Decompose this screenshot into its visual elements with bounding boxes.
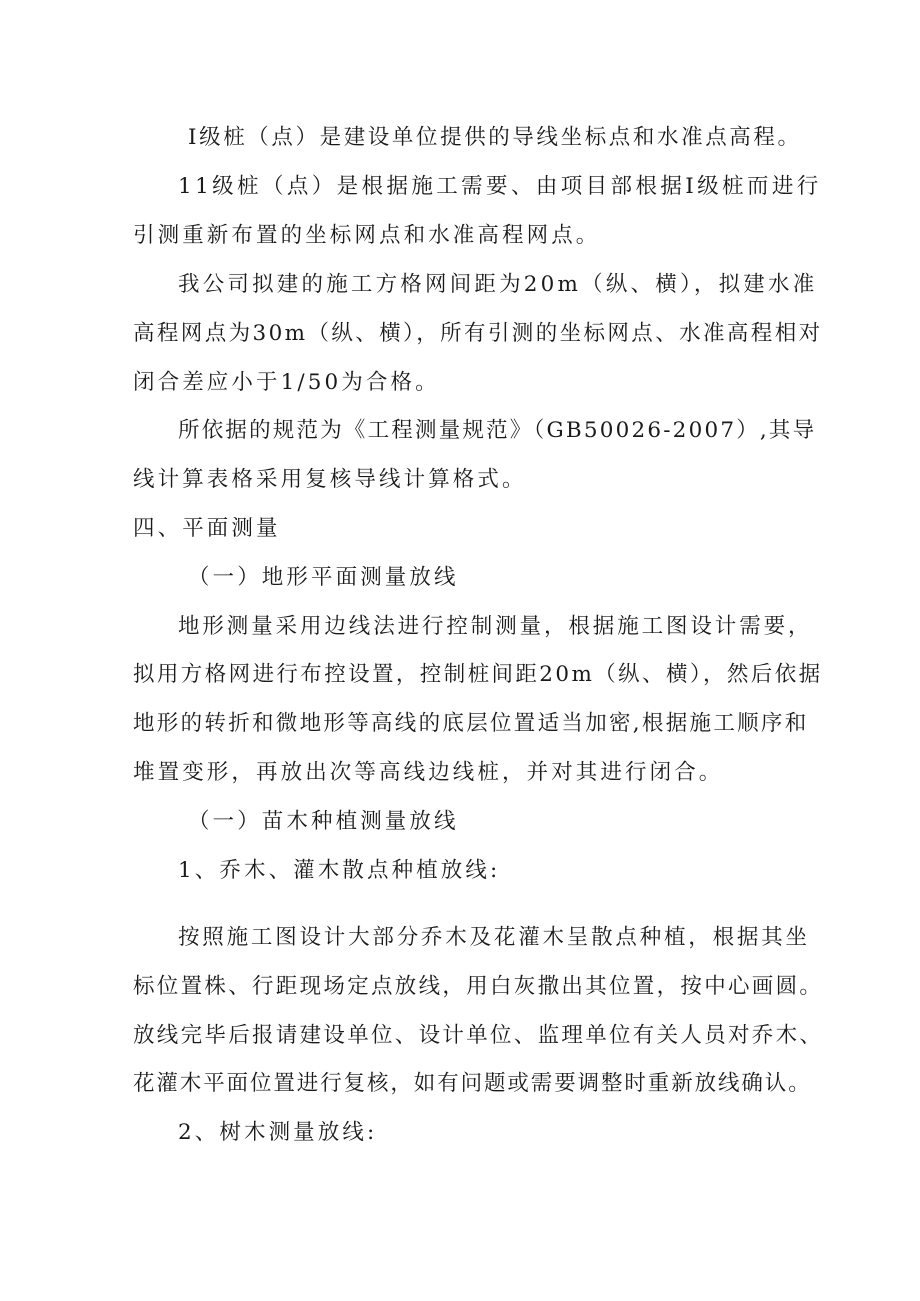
paragraph-terrain-line1: 地形测量采用边线法进行控制测量，根据施工图设计需要， xyxy=(178,614,813,639)
paragraph-scatter-line2: 标位置株、行距现场定点放线，用白灰撒出其位置，按中心画圆。 xyxy=(133,974,824,999)
section-heading-plane-survey: 四、平面测量 xyxy=(133,516,281,541)
item1-heading: 1、乔木、灌木散点种植放线: xyxy=(178,858,501,883)
paragraph-level2-pile-line1: 11级桩（点）是根据施工需要、由项目部根据Ⅰ级桩而进行 xyxy=(178,174,822,199)
paragraph-grid-line2: 高程网点为30m（纵、横），所有引测的坐标网点、水准高程相对 xyxy=(133,321,823,346)
paragraph-standard-line1: 所依据的规范为《工程测量规范》（GB50026-2007）,其导 xyxy=(178,418,817,443)
paragraph-terrain-line2: 拟用方格网进行布控设置，控制桩间距20m（纵、横），然后依据 xyxy=(133,662,823,687)
paragraph-standard-line2: 线计算表格采用复核导线计算格式。 xyxy=(133,467,527,492)
item2-heading: 2、树木测量放线: xyxy=(178,1120,378,1145)
paragraph-grid-line1: 我公司拟建的施工方格网间距为20m（纵、横），拟建水准 xyxy=(178,272,818,297)
paragraph-scatter-line1: 按照施工图设计大部分乔木及花灌木呈散点种植，根据其坐 xyxy=(178,925,810,950)
paragraph-grid-line3: 闭合差应小于1/50为合格。 xyxy=(133,370,440,395)
paragraph-level2-pile-line2: 引测重新布置的坐标网点和水准高程网点。 xyxy=(133,223,601,248)
paragraph-terrain-line4: 堆置变形，再放出次等高线边线桩，并对其进行闭合。 xyxy=(133,760,724,785)
paragraph-level1-pile: Ⅰ级桩（点）是建设单位提供的导线坐标点和水准点高程。 xyxy=(188,125,802,150)
subheading-terrain-layout: （一）地形平面测量放线 xyxy=(188,565,459,590)
subheading-seedling-layout: （一）苗木种植测量放线 xyxy=(188,809,459,834)
paragraph-terrain-line3: 地形的转折和微地形等高线的底层位置适当加密,根据施工顺序和 xyxy=(133,711,809,736)
paragraph-scatter-line4: 花灌木平面位置进行复核，如有问题或需要调整时重新放线确认。 xyxy=(133,1071,812,1096)
paragraph-scatter-line3: 放线完毕后报请建设单位、设计单位、监理单位有关人员对乔木、 xyxy=(133,1023,824,1048)
